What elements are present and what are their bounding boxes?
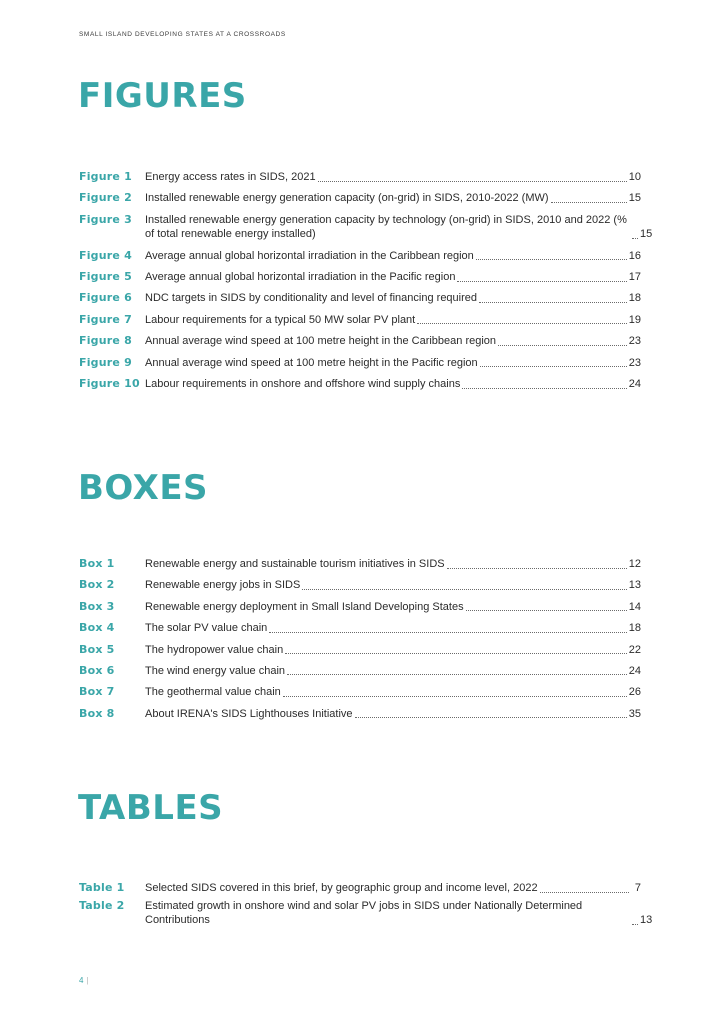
toc-entry-label: Box 6 xyxy=(79,663,115,677)
toc-entry[interactable] xyxy=(79,191,641,206)
toc-entry[interactable] xyxy=(79,356,641,371)
toc-entry-label: Box 3 xyxy=(79,599,115,613)
toc-entry-title: The geothermal value chain xyxy=(145,686,281,699)
toc-entry-page: 22 xyxy=(628,643,641,656)
toc-entry-body xyxy=(145,313,641,328)
toc-entry-page: 19 xyxy=(628,313,641,326)
toc-entry-title: The solar PV value chain xyxy=(145,622,268,635)
toc-entry[interactable] xyxy=(79,313,641,328)
toc-entry-page: 13 xyxy=(640,914,653,926)
figures-title: FIGURES xyxy=(78,76,247,116)
toc-entry-label: Figure 9 xyxy=(79,355,132,369)
toc-entry-body xyxy=(145,557,641,572)
toc-entry[interactable] xyxy=(79,664,641,679)
toc-entry-body xyxy=(145,249,641,264)
toc-entry-body xyxy=(145,334,641,349)
toc-entry[interactable] xyxy=(79,170,641,185)
dot-leader xyxy=(498,344,627,346)
dot-leader xyxy=(551,201,627,203)
dot-leader xyxy=(285,652,627,654)
toc-entry-body xyxy=(145,664,641,679)
toc-entry-title: Labour requirements for a typical 50 MW solar PV plant xyxy=(145,313,416,326)
dot-leader xyxy=(269,631,626,633)
toc-entry-body xyxy=(145,270,641,285)
toc-entry-label: Table 1 xyxy=(79,881,125,894)
toc-entry-body xyxy=(145,707,641,722)
toc-entry[interactable] xyxy=(79,621,641,636)
toc-entry-title: Labour requirements in onshore and offshore wind supply chains xyxy=(145,378,461,391)
toc-entry-body xyxy=(145,377,641,392)
toc-entry-title: Renewable energy deployment in Small Island Developing States xyxy=(145,600,464,613)
toc-entry[interactable] xyxy=(79,334,641,349)
toc-entry-body xyxy=(145,213,653,242)
toc-entry-body xyxy=(145,578,641,593)
dot-leader xyxy=(632,237,638,239)
toc-entry-label: Box 5 xyxy=(79,642,115,656)
dot-leader xyxy=(540,891,629,893)
dot-leader xyxy=(632,923,638,925)
figures-list xyxy=(79,170,653,392)
boxes-title: BOXES xyxy=(78,468,209,508)
toc-entry-label: Figure 10 xyxy=(79,377,140,391)
tables-list xyxy=(79,881,653,928)
toc-entry-label: Box 2 xyxy=(79,578,115,592)
toc-entry[interactable] xyxy=(79,685,641,700)
toc-entry-label: Figure 1 xyxy=(79,170,132,183)
toc-entry-label: Figure 4 xyxy=(79,248,132,262)
toc-entry-page: 18 xyxy=(628,292,641,305)
toc-entry-label: Figure 2 xyxy=(79,191,132,205)
toc-entry[interactable] xyxy=(79,643,641,658)
toc-entry-page: 23 xyxy=(628,356,641,369)
toc-entry-title: Installed renewable energy generation capacity by technology (on-grid) in SIDS, 2010 and 2022 (% of total renewable energy installed) xyxy=(145,213,627,241)
toc-entry-title: The hydropower value chain xyxy=(145,643,284,656)
toc-entry-label: Box 4 xyxy=(79,621,115,635)
toc-entry-label: Figure 7 xyxy=(79,312,132,326)
boxes-list xyxy=(79,557,641,721)
toc-entry[interactable] xyxy=(79,881,641,896)
toc-entry[interactable] xyxy=(79,898,653,928)
toc-entry-body xyxy=(145,685,641,700)
toc-entry-page: 24 xyxy=(628,664,641,677)
toc-entry-body xyxy=(145,881,641,896)
toc-entry[interactable] xyxy=(79,707,641,722)
toc-entry-page: 12 xyxy=(628,558,641,570)
toc-entry-page: 24 xyxy=(628,378,641,391)
toc-entry-label: Figure 8 xyxy=(79,334,132,348)
toc-entry-page: 17 xyxy=(628,271,641,284)
dot-leader xyxy=(417,322,627,324)
toc-entry-page: 14 xyxy=(628,600,641,613)
toc-entry-page: 16 xyxy=(628,249,641,262)
toc-entry-body xyxy=(145,643,641,658)
dot-leader xyxy=(479,301,627,303)
toc-entry[interactable] xyxy=(79,557,641,572)
dot-leader xyxy=(283,695,627,697)
dot-leader xyxy=(457,280,626,282)
toc-entry-body xyxy=(145,600,641,615)
toc-entry-body xyxy=(145,356,641,371)
toc-entry-body xyxy=(145,291,641,306)
tables-title: TABLES xyxy=(78,788,224,828)
toc-entry-title: About IRENA's SIDS Lighthouses Initiative xyxy=(145,707,353,720)
toc-entry-label: Figure 3 xyxy=(79,212,132,226)
dot-leader xyxy=(466,609,627,611)
toc-entry-page: 23 xyxy=(628,335,641,348)
toc-entry-page: 35 xyxy=(628,707,641,720)
toc-entry-page: 7 xyxy=(634,882,641,894)
dot-leader xyxy=(287,673,627,675)
toc-entry-title: Renewable energy and sustainable tourism initiatives in SIDS xyxy=(145,558,445,570)
toc-entry-body xyxy=(145,899,653,928)
toc-entry-page: 10 xyxy=(628,171,641,183)
toc-entry[interactable] xyxy=(79,270,641,285)
toc-entry-title: Selected SIDS covered in this brief, by geographic group and income level, 2022 xyxy=(145,882,538,894)
toc-entry-label: Box 8 xyxy=(79,706,115,720)
toc-entry-label: Figure 5 xyxy=(79,270,132,284)
toc-entry-title: Average annual global horizontal irradiation in the Caribbean region xyxy=(145,249,474,262)
toc-entry-page: 13 xyxy=(628,579,641,592)
toc-entry-title: Renewable energy jobs in SIDS xyxy=(145,579,301,592)
dot-leader xyxy=(447,567,627,569)
footer-separator: | xyxy=(86,976,89,985)
toc-entry-title: Installed renewable energy generation capacity (on-grid) in SIDS, 2010-2022 (MW) xyxy=(145,192,549,205)
toc-entry-page: 15 xyxy=(628,192,641,205)
toc-entry[interactable] xyxy=(79,578,641,593)
toc-entry-title: The wind energy value chain xyxy=(145,664,286,677)
toc-entry[interactable] xyxy=(79,212,653,242)
page-footer xyxy=(79,976,89,985)
toc-entry[interactable] xyxy=(79,377,641,392)
toc-entry-title: Energy access rates in SIDS, 2021 xyxy=(145,171,316,183)
toc-entry-title: NDC targets in SIDS by conditionality and level of financing required xyxy=(145,292,478,305)
toc-entry-body xyxy=(145,191,641,206)
toc-entry[interactable] xyxy=(79,291,641,306)
page-number: 4 xyxy=(79,976,84,985)
toc-entry[interactable] xyxy=(79,600,641,615)
dot-leader xyxy=(480,365,627,367)
running-header: SMALL ISLAND DEVELOPING STATES AT A CROSSROADS xyxy=(79,31,286,38)
toc-entry-title: Estimated growth in onshore wind and solar PV jobs in SIDS under Nationally Determined Contributions xyxy=(145,899,583,926)
toc-entry-title: Average annual global horizontal irradiation in the Pacific region xyxy=(145,271,456,284)
dot-leader xyxy=(462,387,626,389)
toc-entry-label: Box 7 xyxy=(79,685,115,699)
dot-leader xyxy=(318,180,627,182)
toc-entry-body xyxy=(145,170,641,185)
toc-entry-label: Box 1 xyxy=(79,557,115,570)
dot-leader xyxy=(355,716,627,718)
dot-leader xyxy=(302,588,626,590)
dot-leader xyxy=(476,258,627,260)
toc-entry-page: 18 xyxy=(628,622,641,635)
toc-entry-title: Annual average wind speed at 100 metre height in the Pacific region xyxy=(145,356,478,369)
toc-entry-label: Figure 6 xyxy=(79,291,132,305)
toc-entry-label: Table 2 xyxy=(79,898,125,912)
toc-entry[interactable] xyxy=(79,249,641,264)
toc-entry-body xyxy=(145,621,641,636)
toc-entry-title: Annual average wind speed at 100 metre height in the Caribbean region xyxy=(145,335,497,348)
toc-entry-page: 15 xyxy=(640,228,653,241)
toc-entry-page: 26 xyxy=(628,686,641,699)
